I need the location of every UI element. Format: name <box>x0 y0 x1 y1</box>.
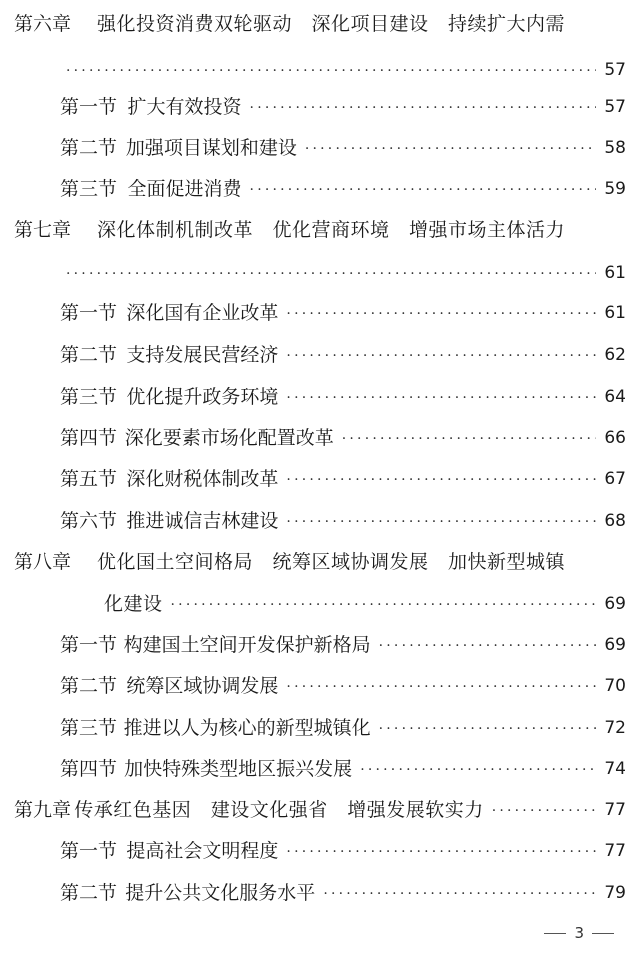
section-entry[interactable] <box>60 92 626 122</box>
chapter-title: 深化体制机制改革 优化营商环境 增强市场主体活力 <box>97 219 566 241</box>
dot-leader <box>286 299 596 329</box>
dot-leader <box>66 259 596 289</box>
section-entry[interactable] <box>60 133 626 163</box>
page-number: 64 <box>604 387 626 407</box>
section-number: 第二节 <box>60 882 118 904</box>
chapter-number: 第八章 <box>14 551 72 573</box>
section-title: 全面促进消费 <box>127 178 242 200</box>
chapter-number: 第九章 <box>14 799 72 821</box>
page-number: 74 <box>604 759 626 779</box>
page-number: 69 <box>604 594 626 614</box>
section-entry[interactable] <box>60 836 626 866</box>
page-number: 57 <box>604 97 626 117</box>
section-number: 第一节 <box>60 96 118 118</box>
section-number: 第四节 <box>60 427 118 449</box>
section-title: 深化国有企业改革 <box>126 302 279 324</box>
chapter-page-row[interactable] <box>66 55 626 85</box>
section-title: 构建国土空间开发保护新格局 <box>123 634 371 656</box>
dot-leader <box>342 424 596 454</box>
dot-leader <box>286 837 596 867</box>
dot-leader <box>286 507 596 537</box>
page-number: 67 <box>604 469 626 489</box>
footer-page-number: 3 <box>574 924 584 942</box>
section-entry[interactable] <box>60 382 626 412</box>
dot-leader <box>360 755 596 785</box>
section-title: 提升公共文化服务水平 <box>125 882 316 904</box>
section-title: 推进诚信吉林建设 <box>126 510 279 532</box>
page-footer <box>536 924 622 942</box>
page-number: 58 <box>604 138 626 158</box>
dot-leader <box>286 465 596 495</box>
page-number: 61 <box>604 263 626 283</box>
dot-leader <box>171 590 596 620</box>
chapter-heading[interactable] <box>14 547 626 577</box>
section-title: 推进以人为核心的新型城镇化 <box>123 717 371 739</box>
section-entry[interactable] <box>60 713 626 743</box>
chapter-title: 传承红色基因 建设文化强省 增强发展软实力 <box>74 799 484 821</box>
chapter-title: 优化国土空间格局 统筹区域协调发展 加快新型城镇 <box>97 551 566 573</box>
dot-leader <box>66 56 596 86</box>
dash-left-icon <box>544 933 566 934</box>
page-number: 68 <box>604 511 626 531</box>
dot-leader <box>286 383 596 413</box>
section-entry[interactable] <box>60 878 626 908</box>
chapter-heading[interactable] <box>14 215 626 245</box>
section-number: 第五节 <box>60 468 118 490</box>
dot-leader <box>250 93 596 123</box>
section-title: 统筹区域协调发展 <box>126 675 279 697</box>
section-entry[interactable] <box>60 464 626 494</box>
page-number: 69 <box>604 635 626 655</box>
chapter-heading[interactable] <box>14 795 626 825</box>
page-number: 62 <box>604 345 626 365</box>
section-entry[interactable] <box>60 423 626 453</box>
chapter-title-continued: 化建设 <box>104 593 163 615</box>
section-number: 第六节 <box>60 510 118 532</box>
section-number: 第二节 <box>60 137 118 159</box>
section-number: 第一节 <box>60 302 118 324</box>
chapter-heading[interactable] <box>14 9 626 39</box>
chapter-page-row[interactable] <box>104 589 626 619</box>
section-title: 深化要素市场化配置改革 <box>124 427 334 449</box>
page-number: 70 <box>604 676 626 696</box>
page-number: 79 <box>604 883 626 903</box>
section-number: 第三节 <box>60 178 118 200</box>
section-title: 优化提升政务环境 <box>126 386 279 408</box>
section-number: 第四节 <box>60 758 118 780</box>
dot-leader <box>379 631 596 661</box>
section-entry[interactable] <box>60 340 626 370</box>
page-number: 61 <box>604 303 626 323</box>
page-number: 77 <box>604 800 626 820</box>
dot-leader <box>379 714 596 744</box>
page-number: 77 <box>604 841 626 861</box>
section-entry[interactable] <box>60 630 626 660</box>
dot-leader <box>323 879 596 909</box>
chapter-page-row[interactable] <box>66 258 626 288</box>
section-title: 加强项目谋划和建设 <box>125 137 297 159</box>
dot-leader <box>286 341 596 371</box>
page-number: 66 <box>604 428 626 448</box>
section-entry[interactable] <box>60 298 626 328</box>
section-number: 第二节 <box>60 344 118 366</box>
page-number: 72 <box>604 718 626 738</box>
section-number: 第三节 <box>60 717 118 739</box>
dot-leader <box>305 134 596 164</box>
section-number: 第一节 <box>60 634 118 656</box>
page-number: 59 <box>604 179 626 199</box>
section-entry[interactable] <box>60 174 626 204</box>
section-entry[interactable] <box>60 506 626 536</box>
dot-leader <box>250 175 596 205</box>
page-number: 57 <box>604 60 626 80</box>
section-title: 深化财税体制改革 <box>126 468 279 490</box>
section-number: 第一节 <box>60 840 118 862</box>
section-number: 第二节 <box>60 675 118 697</box>
section-title: 加快特殊类型地区振兴发展 <box>124 758 353 780</box>
section-number: 第三节 <box>60 386 118 408</box>
section-entry[interactable] <box>60 754 626 784</box>
section-title: 提高社会文明程度 <box>126 840 279 862</box>
chapter-number: 第七章 <box>14 219 72 241</box>
section-entry[interactable] <box>60 671 626 701</box>
section-title: 扩大有效投资 <box>127 96 242 118</box>
dash-right-icon <box>592 933 614 934</box>
chapter-title: 强化投资消费双轮驱动 深化项目建设 持续扩大内需 <box>97 13 566 35</box>
chapter-number: 第六章 <box>14 13 72 35</box>
dot-leader <box>286 672 596 702</box>
section-title: 支持发展民营经济 <box>126 344 279 366</box>
dot-leader <box>492 796 596 826</box>
